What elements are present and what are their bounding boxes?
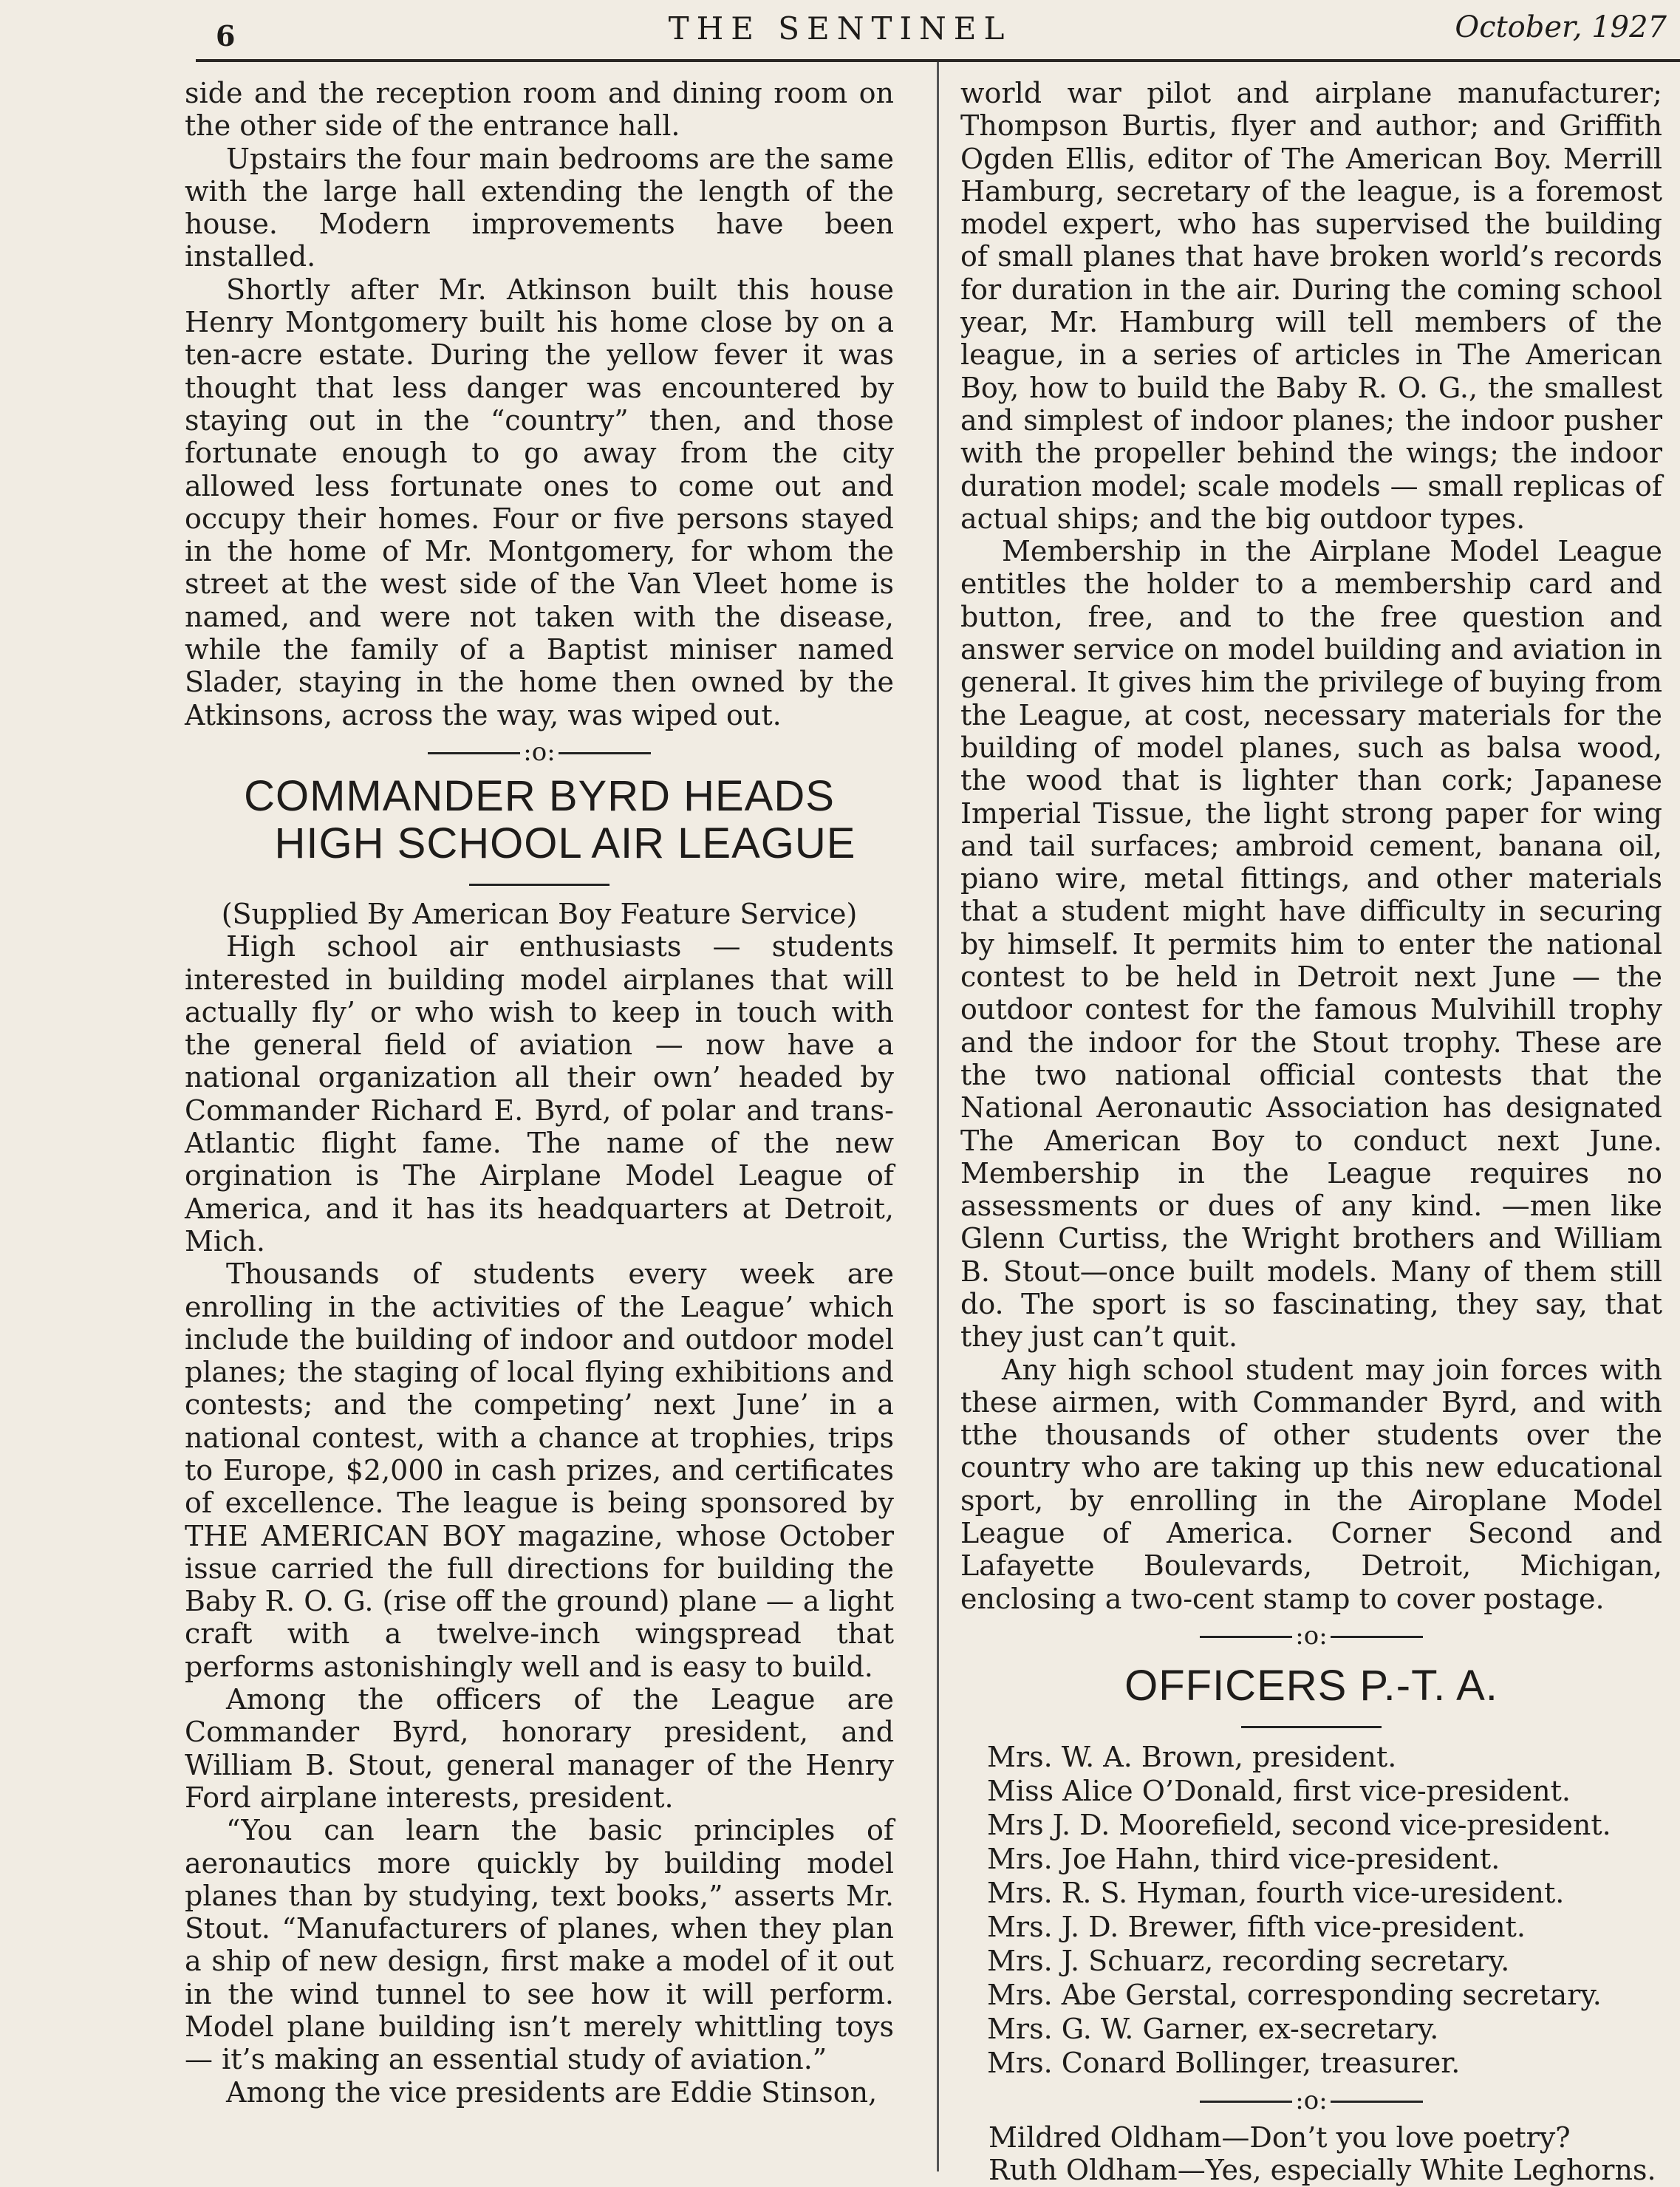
officer-entry: Mrs. Joe Hahn, third vice-president. [987,1842,1500,1875]
headline-line-2: HIGH SCHOOL AIR LEAGUE [274,819,856,867]
article-paragraph: Upstairs the four main bedrooms are the same with the large hall extending the length of the house. Modern improvements have been installed. [185,142,894,273]
article-paragraph: Among the officers of the League are Commander Byrd, honorary president, and William B. Stout, general manager of the Henry Ford airplane interests, president. [185,1683,894,1814]
dialogue-line: Mildred Oldham—Don’t you love poetry? [988,2121,1571,2154]
article-paragraph: Membership in the Airplane Model League entitles the holder to a membership card and button, free, and to the free question and answer service on model building and aviation in general. It gives him the privilege of buying from the League, at cost, necessary materials for the building of model planes, such as balsa wood, the wood that is lighter than cork; Japanese Imperial Tissue, the light strong paper for wing and tail surfaces; ambroid cement, banana oil, piano wire, metal fittings, and other materials that a student might have difficulty in securing by himself. It permits him to enter the national contest to be held in Detroit next June — the outdoor contest for the famous Mulvihill trophy and the indoor for the Stout trophy. These are the two national official contests that the National Aeronautic Association has designated The American Boy to conduct next June. Membership in the League requires no assessments or dues of any kind. —men like Glenn Curtiss, the Wright brothers and William B. Stout—once built models. Many of them still do. The sport is so fascinating, they say, that they just can’t quit. [960,535,1662,1354]
headline-rule [469,884,609,886]
officer-entry: Mrs. Abe Gerstal, corresponding secretary. [987,1978,1602,2011]
page-header [0,0,1680,59]
officer-entry: Mrs. J. D. Brewer, fifth vice-president. [987,1910,1526,1943]
section-separator: :o: [960,1621,1662,1651]
officer-entry: Miss Alice O’Donald, first vice-president. [987,1774,1571,1807]
masthead: THE SENTINEL [668,10,1012,47]
article-paragraph: Shortly after Mr. Atkinson built this house Henry Montgomery built his home close by on a ten-acre estate. During the yellow fever it was thought that less danger was encountered by staying out in the “country” then, and those fortunate enough to go away from the city allowed less fortunate ones to come out and occupy their homes. Four or five persons stayed in the home of Mr. Montgomery, for whom the street at the west side of the Van Vleet home is named, and were not taken with the disease, while the family of a Baptist miniser named Slader, staying in the home then owned by the Atkinsons, across the way, was wiped out. [185,273,894,731]
feature-credit: (Supplied By American Boy Feature Service) [221,897,858,930]
officers-list [987,1740,1662,2080]
article-paragraph: “You can learn the basic principles of aeronautics more quickly by building model planes than by studying, text books,” asserts Mr. Stout. “Manufacturers of planes, when they plan a ship of new design, first make a model of it out in the wind tunnel to see how it will perform. Model plane building isn’t merely whittling toys — it’s making an essential study of aviation.” [185,1814,894,2076]
dialogue-line: Ruth Oldham—Yes, especially White Leghorns. [988,2154,1656,2187]
article-paragraph: Among the vice presidents are Eddie Stinson, [226,2075,878,2109]
headline-rule [1241,1726,1382,1728]
officers-headline: OFFICERS P.-T. A. [1124,1661,1498,1710]
officer-entry: Mrs. W. A. Brown, president. [987,1740,1397,1773]
section-separator: :o: [185,737,894,767]
page-number: 6 [216,19,236,52]
right-column [960,77,1662,2187]
article-paragraph: Any high school student may join forces with these airmen, with Commander Byrd, and with tthe thousands of other students over the country who are taking up this new educational sport, by enrolling in the Airoplane Model League of America. Corner Second and Lafayette Boulevards, Detroit, Michigan, enclosing a two-cent stamp to cover postage. [960,1353,1662,1615]
officer-entry: Mrs. Conard Bollinger, treasurer. [987,2046,1461,2079]
section-separator: :o: [960,2086,1662,2115]
officer-entry: Mrs. J. Schuarz, recording secretary. [987,1944,1510,1977]
headline-line-1: COMMANDER BYRD HEADS [244,771,835,820]
article-paragraph: world war pilot and airplane manufacturer; Thompson Burtis, flyer and author; and Griffith Ogden Ellis, editor of The American Boy. Merrill Hamburg, secretary of the league, is a foremost model expert, who has supervised the building of small planes that have broken world’s records for duration in the air. During the coming school year, Mr. Hamburg will tell members of the league, in a series of articles in The American Boy, how to build the Baby R. O. G., the smallest and simplest of indoor planes; the indoor pusher with the propeller behind the wings; the indoor duration model; scale models — small replicas of actual ships; and the big outdoor types. [960,77,1662,535]
article-headline [185,773,894,867]
issue-date: October, 1927 [1455,10,1667,44]
left-column [185,77,894,2109]
article-paragraph: Thousands of students every week are enrolling in the activities of the League’ which include the building of indoor and outdoor model planes; the staging of local flying exhibitions and contests; and the competing’ next June’ in a national contest, with a chance at trophies, trips to Europe, $2,000 in cash prizes, and certificates of excellence. The league is being sponsored by THE AMERICAN BOY magazine, whose October issue carried the full directions for building the Baby R. O. G. (rise off the ground) plane — a light craft with a twelve-inch wingspread that performs astonishingly well and is easy to build. [185,1258,894,1683]
officer-entry: Mrs. G. W. Garner, ex-secretary. [987,2012,1439,2045]
column-divider [937,62,939,2171]
joke-dialogue [960,2121,1662,2187]
officer-entry: Mrs J. D. Moorefield, second vice-president. [987,1808,1611,1841]
article-paragraph: side and the reception room and dining room on the other side of the entrance hall. [185,77,894,143]
officer-entry: Mrs. R. S. Hyman, fourth vice-uresident. [987,1876,1565,1909]
article-paragraph: High school air enthusiasts — students interested in building model airplanes that will actually fly’ or who wish to keep in touch with the general field of aviation — now have a national organization all their own’ headed by Commander Richard E. Byrd, of polar and trans-Atlantic flight fame. The name of the new orgination is The Airplane Model League of America, and it has its headquarters at Detroit, Mich. [185,930,894,1258]
